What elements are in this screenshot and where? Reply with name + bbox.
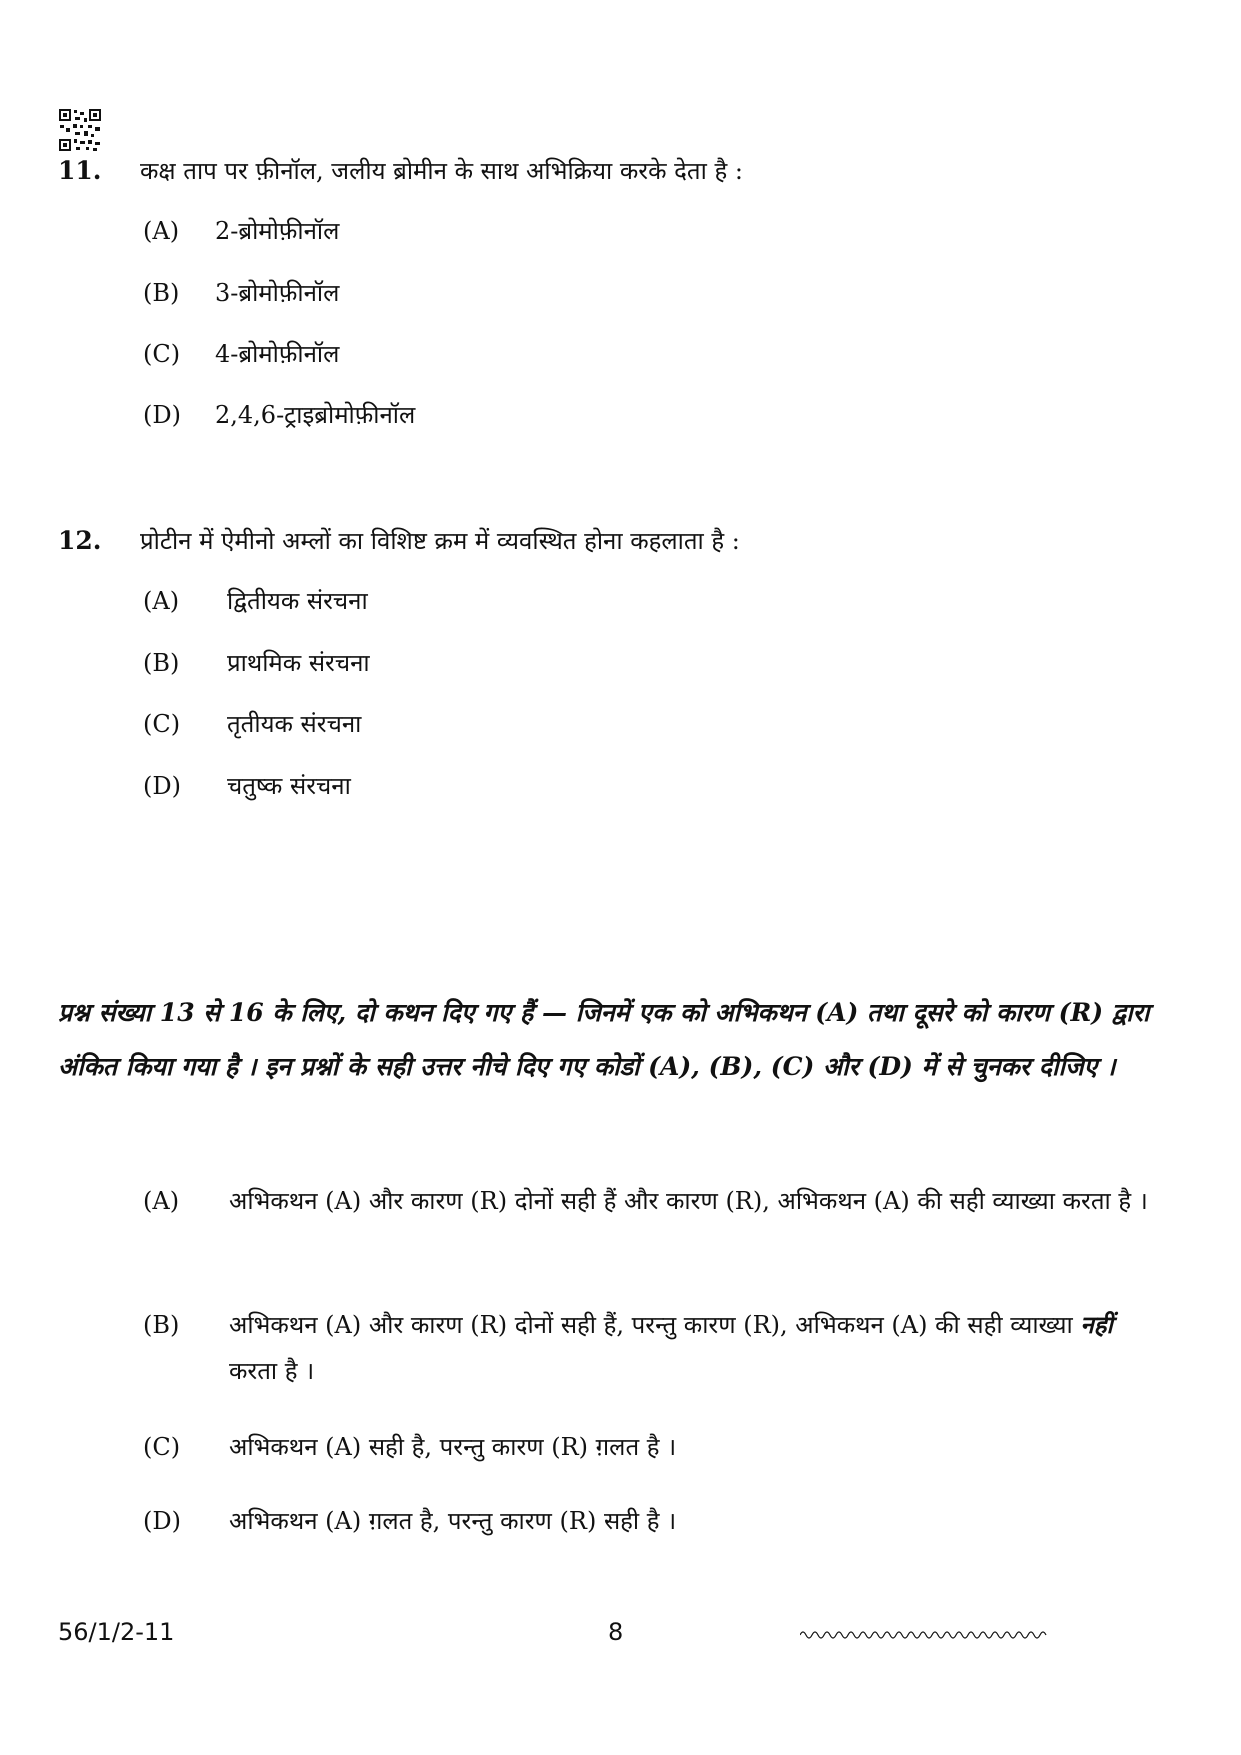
code-option-b	[143, 1302, 1163, 1394]
option-label: (A)	[143, 587, 180, 615]
option-text: प्राथमिक संरचना	[227, 649, 370, 677]
question-11-number: 11.	[58, 156, 102, 185]
option-text: 2,4,6-ट्राइब्रोमोफ़ीनॉल	[215, 401, 416, 429]
code-text	[229, 1302, 1163, 1394]
option-text: चतुष्क संरचना	[227, 772, 351, 800]
question-12-number: 12.	[58, 526, 102, 555]
option-label: (A)	[143, 217, 180, 245]
code-option-c	[143, 1424, 1163, 1470]
question-12-text: प्रोटीन में ऐमीनो अम्लों का विशिष्ट क्रम में व्यवस्थित होना कहलाता है :	[140, 527, 740, 555]
option-text: द्वितीयक संरचना	[227, 587, 368, 615]
paper-code: 56/1/2-11	[58, 1618, 175, 1646]
code-option-d	[143, 1498, 1163, 1544]
option-label: (C)	[143, 340, 181, 368]
assertion-reason-instructions: प्रश्न संख्या 13 से 16 के लिए, दो कथन दिए गए हैं — जिनमें एक को अभिकथन (A) तथा दूसरे को कारण (R) द्वारा अंकित किया गया है । इन प्रश्नों के सही उत्तर नीचे दिए गए कोडों (A), (B), (C) और (D) में से चुनकर दीजिए ।	[58, 998, 1150, 1081]
q12-option-c[interactable]	[143, 707, 361, 740]
option-text: 3-ब्रोमोफ़ीनॉल	[215, 279, 340, 307]
option-label: (D)	[143, 401, 181, 429]
code-text-after: करता है ।	[229, 1357, 315, 1385]
code-text-before: अभिकथन (A) और कारण (R) दोनों सही हैं, परन्तु कारण (R), अभिकथन (A) की सही व्याख्या	[229, 1311, 1073, 1339]
q12-option-a[interactable]	[143, 584, 368, 617]
q11-option-b[interactable]	[143, 276, 339, 309]
q11-option-d[interactable]	[143, 398, 415, 431]
code-label: (B)	[143, 1311, 180, 1339]
qr-code	[58, 108, 102, 152]
option-label: (B)	[143, 279, 180, 307]
page-number: 8	[608, 1618, 624, 1646]
code-label: (D)	[143, 1507, 181, 1535]
option-text: 4-ब्रोमोफ़ीनॉल	[215, 340, 340, 368]
code-text: अभिकथन (A) सही है, परन्तु कारण (R) ग़लत है ।	[229, 1433, 677, 1461]
q12-option-b[interactable]	[143, 646, 370, 679]
q12-option-d[interactable]	[143, 769, 351, 802]
option-label: (B)	[143, 649, 180, 677]
option-label: (D)	[143, 772, 181, 800]
option-text: 2-ब्रोमोफ़ीनॉल	[215, 217, 340, 245]
question-11-text: कक्ष ताप पर फ़ीनॉल, जलीय ब्रोमीन के साथ अभिक्रिया करके देता है :	[140, 157, 743, 185]
emphasis-not: नहीं	[1080, 1310, 1113, 1339]
code-text: अभिकथन (A) और कारण (R) दोनों सही हैं और कारण (R), अभिकथन (A) की सही व्याख्या करता है ।	[229, 1187, 1148, 1215]
code-option-a	[143, 1178, 1163, 1224]
code-label: (A)	[143, 1187, 180, 1215]
decorative-wavy-line	[800, 1628, 1050, 1642]
code-label: (C)	[143, 1433, 181, 1461]
q11-option-c[interactable]	[143, 337, 339, 370]
option-text: तृतीयक संरचना	[227, 710, 362, 738]
option-label: (C)	[143, 710, 181, 738]
q11-option-a[interactable]	[143, 214, 339, 247]
code-text: अभिकथन (A) ग़लत है, परन्तु कारण (R) सही है ।	[229, 1507, 677, 1535]
